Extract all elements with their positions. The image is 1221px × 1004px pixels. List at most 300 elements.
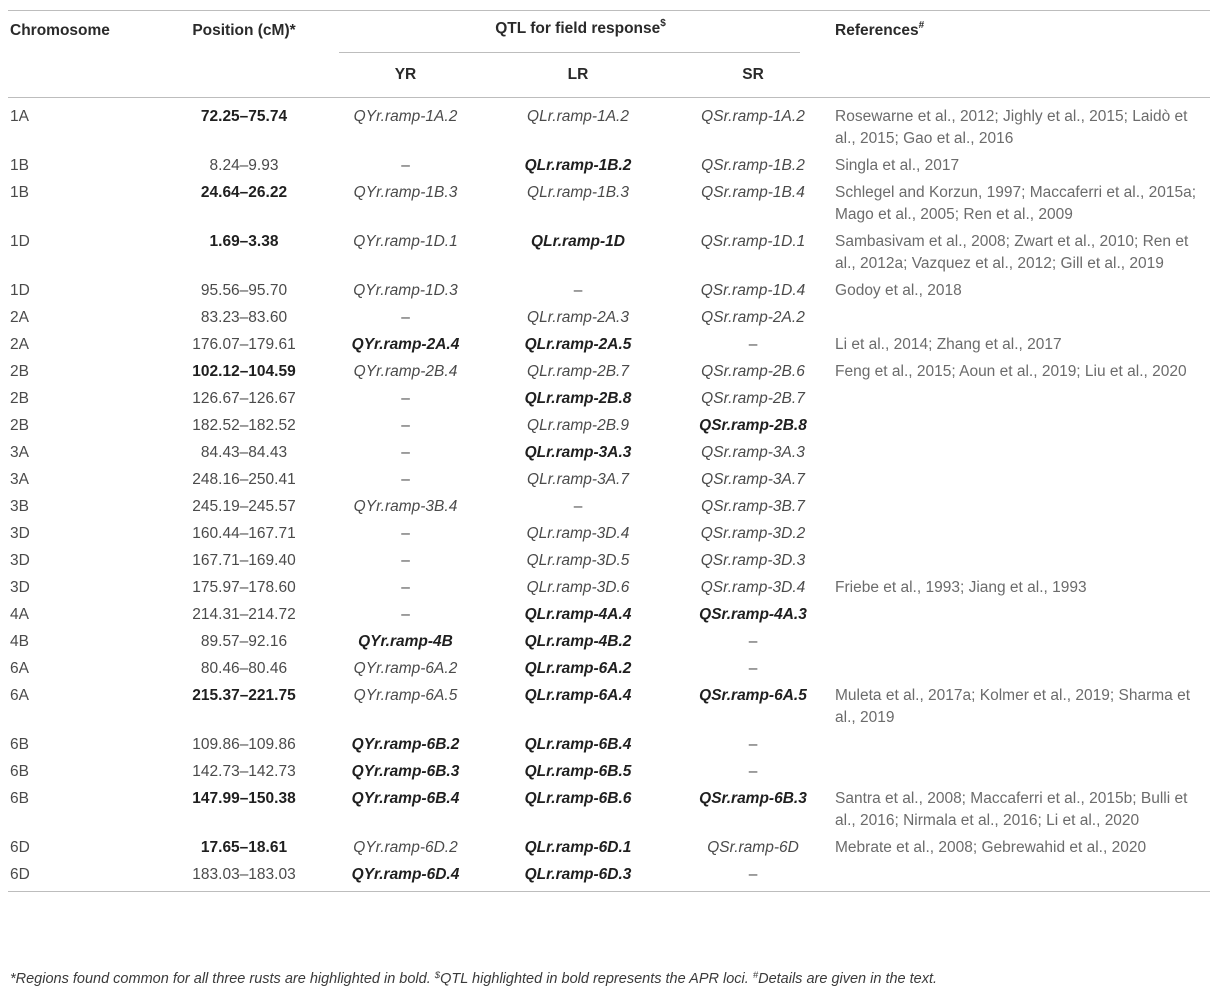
table-row [8,97,1210,151]
lr-qtl-cell-text: QLr.ramp-3D.6 [526,578,630,596]
position-cell [170,384,348,411]
sr-qtl-cell [693,757,813,784]
position-cell [170,465,348,492]
position-cell-text: 182.52–182.52 [192,416,296,434]
chromosome-cell-text: 3A [10,443,29,461]
references-cell [813,178,1210,227]
references-cell [813,654,1210,681]
yr-qtl-cell [348,627,463,654]
chromosome-cell [8,438,170,465]
sr-qtl-cell-text: QSr.ramp-1B.4 [701,183,805,201]
chromosome-cell-text: 4A [10,605,29,623]
table-row [8,730,1210,757]
sr-qtl-cell-text: QSr.ramp-3D.4 [700,578,806,596]
lr-qtl-cell-text: QLr.ramp-2A.5 [524,335,632,353]
header-sr: SR [693,54,813,98]
position-cell [170,546,348,573]
chromosome-cell-text: 3B [10,497,29,515]
lr-qtl-cell-text: QLr.ramp-4B.2 [524,632,632,650]
yr-qtl-cell [348,227,463,276]
yr-qtl-cell-text: QYr.ramp-6B.4 [351,789,460,807]
yr-qtl-cell [348,573,463,600]
sr-qtl-cell [693,357,813,384]
table-row [8,833,1210,860]
position-cell [170,97,348,151]
table-row [8,654,1210,681]
references-cell [813,757,1210,784]
references-cell [813,227,1210,276]
table-row [8,784,1210,833]
position-cell [170,600,348,627]
lr-qtl-cell-text: QLr.ramp-1B.2 [524,156,632,174]
sr-qtl-cell [693,330,813,357]
position-cell-text: 245.19–245.57 [192,497,296,515]
chromosome-cell-text: 3D [10,524,30,542]
lr-qtl-cell-text: QLr.ramp-2B.9 [527,416,629,434]
yr-qtl-cell [348,411,463,438]
table-row [8,276,1210,303]
table-row [8,384,1210,411]
references-cell [813,681,1210,730]
references-cell [813,357,1210,384]
position-cell-text: 24.64–26.22 [200,183,288,201]
sr-qtl-cell-text: – [748,735,758,753]
lr-qtl-cell [463,600,693,627]
position-cell-text: 8.24–9.93 [209,156,279,174]
yr-qtl-cell-text: QYr.ramp-6A.5 [353,686,458,704]
position-cell-text: 80.46–80.46 [200,659,288,677]
header-lr: LR [463,54,693,98]
lr-qtl-cell-text: QLr.ramp-1D [531,232,625,250]
sr-qtl-cell [693,178,813,227]
position-cell-text: 214.31–214.72 [192,605,296,623]
references-cell-text: Rosewarne et al., 2012; Jighly et al., 2015; Laidò et al., 2015; Gao et al., 2016 [835,107,1188,147]
yr-qtl-cell [348,330,463,357]
chromosome-cell-text: 2B [10,389,29,407]
lr-qtl-cell-text: QLr.ramp-4A.4 [524,605,632,623]
sr-qtl-cell [693,546,813,573]
table-row [8,357,1210,384]
table-row [8,411,1210,438]
yr-qtl-cell-text: QYr.ramp-3B.4 [353,497,458,515]
header-yr: YR [348,54,463,98]
yr-qtl-cell [348,546,463,573]
lr-qtl-cell-text: QLr.ramp-3A.7 [527,470,629,488]
sr-qtl-cell-text: – [748,659,758,677]
sr-qtl-cell [693,600,813,627]
chromosome-cell [8,411,170,438]
sr-qtl-cell-text: – [748,762,758,780]
sr-qtl-cell [693,627,813,654]
position-cell-text: 147.99–150.38 [192,789,296,807]
references-cell-text: Muleta et al., 2017a; Kolmer et al., 2019; Sharma et al., 2019 [835,686,1190,726]
references-cell [813,438,1210,465]
lr-qtl-cell [463,546,693,573]
sr-qtl-cell-text: – [748,632,758,650]
chromosome-cell-text: 2B [10,362,29,380]
yr-qtl-cell-text: QYr.ramp-6D.2 [353,838,458,856]
table-row [8,627,1210,654]
references-cell [813,833,1210,860]
lr-qtl-cell [463,227,693,276]
sr-qtl-cell-text: QSr.ramp-4A.3 [699,605,807,623]
yr-qtl-cell [348,784,463,833]
position-cell-text: 176.07–179.61 [192,335,296,353]
chromosome-cell [8,546,170,573]
sr-qtl-cell [693,573,813,600]
chromosome-cell [8,357,170,384]
sr-qtl-cell-text: QSr.ramp-3D.2 [700,524,806,542]
sr-qtl-cell-text: QSr.ramp-3A.7 [701,470,805,488]
lr-qtl-cell [463,97,693,151]
position-cell-text: 17.65–18.61 [200,838,288,856]
yr-qtl-cell-text: – [401,551,410,569]
table-row [8,438,1210,465]
table-header [8,11,1210,98]
position-cell [170,627,348,654]
yr-qtl-cell-text: QYr.ramp-2B.4 [353,362,458,380]
chromosome-cell-text: 6B [10,762,29,780]
chromosome-cell-text: 3D [10,551,30,569]
position-cell [170,227,348,276]
lr-qtl-cell-text: QLr.ramp-6A.4 [524,686,632,704]
references-cell [813,730,1210,757]
chromosome-cell-text: 6A [10,659,29,677]
references-cell [813,573,1210,600]
yr-qtl-cell [348,730,463,757]
header-qtl: QTL for field response$ [348,11,813,54]
yr-qtl-cell-text: – [401,470,410,488]
yr-qtl-cell-text: – [401,389,410,407]
position-cell-text: 215.37–221.75 [192,686,296,704]
position-cell-text: 109.86–109.86 [192,735,296,753]
position-cell [170,833,348,860]
chromosome-cell [8,654,170,681]
yr-qtl-cell-text: QYr.ramp-1A.2 [353,107,458,125]
lr-qtl-cell-text: QLr.ramp-3A.3 [524,443,632,461]
sr-qtl-cell [693,276,813,303]
position-cell-text: 248.16–250.41 [192,470,296,488]
sr-qtl-cell [693,411,813,438]
lr-qtl-cell-text: QLr.ramp-3D.4 [526,524,630,542]
table-footnote: *Regions found common for all three rusts are highlighted in bold. $QTL highlighted in bold represents the APR loci. #Details are given in the text. [10,970,938,987]
yr-qtl-cell-text: – [401,308,410,326]
yr-qtl-cell [348,519,463,546]
position-cell [170,151,348,178]
sr-qtl-cell-text: QSr.ramp-1B.2 [701,156,805,174]
references-cell [813,627,1210,654]
lr-qtl-cell-text: QLr.ramp-6B.4 [524,735,632,753]
chromosome-cell-text: 2B [10,416,29,434]
lr-qtl-cell-text: QLr.ramp-2B.8 [524,389,632,407]
chromosome-cell [8,276,170,303]
references-cell-text: Mebrate et al., 2008; Gebrewahid et al., 2020 [835,838,1147,856]
lr-qtl-cell-text: QLr.ramp-1A.2 [527,107,629,125]
references-cell [813,330,1210,357]
chromosome-cell [8,519,170,546]
position-cell-text: 72.25–75.74 [200,107,288,125]
chromosome-cell [8,330,170,357]
references-cell-text: Singla et al., 2017 [835,156,960,174]
sr-qtl-cell [693,465,813,492]
chromosome-cell [8,860,170,892]
position-cell-text: 83.23–83.60 [200,308,288,326]
sr-qtl-cell-text: QSr.ramp-6A.5 [699,686,807,704]
references-cell [813,465,1210,492]
sr-qtl-cell [693,730,813,757]
chromosome-cell-text: 3A [10,470,29,488]
references-cell [813,384,1210,411]
position-cell [170,519,348,546]
references-cell [813,600,1210,627]
table-row [8,178,1210,227]
position-cell [170,784,348,833]
yr-qtl-cell [348,492,463,519]
lr-qtl-cell [463,681,693,730]
chromosome-cell [8,757,170,784]
position-cell [170,357,348,384]
sr-qtl-cell [693,97,813,151]
lr-qtl-cell [463,178,693,227]
chromosome-cell-text: 1B [10,156,29,174]
position-cell-text: 167.71–169.40 [192,551,296,569]
lr-qtl-cell [463,833,693,860]
sr-qtl-cell [693,303,813,330]
yr-qtl-cell-text: QYr.ramp-6B.3 [351,762,460,780]
sr-qtl-cell-text: QSr.ramp-3B.7 [701,497,805,515]
yr-qtl-cell-text: – [401,578,410,596]
references-cell [813,411,1210,438]
lr-qtl-cell-text: QLr.ramp-6A.2 [524,659,632,677]
yr-qtl-cell [348,681,463,730]
sr-qtl-cell-text: QSr.ramp-6B.3 [699,789,807,807]
references-cell-text: Li et al., 2014; Zhang et al., 2017 [835,335,1062,353]
references-cell-text: Santra et al., 2008; Maccaferri et al., 2015b; Bulli et al., 2016; Nirmala et al., 2016; Li et al., 2020 [835,789,1188,829]
table-row [8,600,1210,627]
chromosome-cell [8,151,170,178]
table-row [8,465,1210,492]
references-cell-text: Sambasivam et al., 2008; Zwart et al., 2010; Ren et al., 2012a; Vazquez et al., 2012; Gill et al., 2019 [835,232,1189,272]
table-row [8,151,1210,178]
lr-qtl-cell-text: QLr.ramp-3D.5 [526,551,630,569]
sr-qtl-cell-text: QSr.ramp-2A.2 [701,308,805,326]
position-cell-text: 175.97–178.60 [192,578,296,596]
sr-qtl-cell [693,519,813,546]
yr-qtl-cell-text: – [401,156,410,174]
position-cell [170,860,348,892]
lr-qtl-cell [463,438,693,465]
sr-qtl-cell-text: QSr.ramp-1A.2 [701,107,805,125]
table-row [8,492,1210,519]
table-row [8,330,1210,357]
references-cell [813,97,1210,151]
yr-qtl-cell-text: – [401,443,410,461]
chromosome-cell [8,730,170,757]
sr-qtl-cell [693,492,813,519]
lr-qtl-cell-text: QLr.ramp-6B.5 [524,762,632,780]
chromosome-cell [8,303,170,330]
table-row [8,681,1210,730]
header-position: Position (cM)* [170,11,348,98]
yr-qtl-cell [348,438,463,465]
lr-qtl-cell-text: – [573,497,583,515]
references-cell-text: Friebe et al., 1993; Jiang et al., 1993 [835,578,1087,596]
yr-qtl-cell [348,833,463,860]
references-cell-text: Godoy et al., 2018 [835,281,962,299]
lr-qtl-cell [463,627,693,654]
chromosome-cell [8,573,170,600]
table-row [8,757,1210,784]
sr-qtl-cell [693,784,813,833]
references-cell [813,276,1210,303]
position-cell [170,681,348,730]
table-row [8,573,1210,600]
chromosome-cell-text: 6B [10,789,29,807]
yr-qtl-cell [348,600,463,627]
position-cell [170,411,348,438]
chromosome-cell-text: 6A [10,686,29,704]
qtl-header-rule [339,52,800,53]
lr-qtl-cell-text: QLr.ramp-2B.7 [527,362,629,380]
yr-qtl-cell [348,860,463,892]
yr-qtl-cell-text: QYr.ramp-1D.3 [353,281,458,299]
position-cell-text: 160.44–167.71 [192,524,296,542]
chromosome-cell [8,681,170,730]
yr-qtl-cell [348,303,463,330]
position-cell-text: 126.67–126.67 [192,389,296,407]
chromosome-cell [8,384,170,411]
chromosome-cell [8,784,170,833]
chromosome-cell [8,492,170,519]
lr-qtl-cell-text: – [573,281,583,299]
sr-qtl-cell-text: QSr.ramp-2B.8 [699,416,807,434]
chromosome-cell-text: 3D [10,578,30,596]
yr-qtl-cell-text: – [401,416,410,434]
chromosome-cell-text: 1D [10,232,30,250]
sr-qtl-cell [693,833,813,860]
yr-qtl-cell [348,757,463,784]
position-cell-text: 95.56–95.70 [200,281,288,299]
position-cell-text: 102.12–104.59 [192,362,296,380]
yr-qtl-cell-text: QYr.ramp-6D.4 [351,865,460,883]
lr-qtl-cell-text: QLr.ramp-1B.3 [527,183,629,201]
position-cell-text: 89.57–92.16 [200,632,288,650]
sr-qtl-cell [693,384,813,411]
table-row [8,519,1210,546]
yr-qtl-cell-text: QYr.ramp-1D.1 [353,232,458,250]
lr-qtl-cell [463,654,693,681]
lr-qtl-cell [463,730,693,757]
references-cell [813,784,1210,833]
lr-qtl-cell [463,757,693,784]
sr-qtl-cell [693,860,813,892]
references-cell [813,519,1210,546]
chromosome-cell-text: 6D [10,865,30,883]
references-cell-text: Schlegel and Korzun, 1997; Maccaferri et al., 2015a; Mago et al., 2005; Ren et al., 2009 [835,183,1197,223]
references-cell-text: Feng et al., 2015; Aoun et al., 2019; Liu et al., 2020 [835,362,1187,380]
chromosome-cell [8,465,170,492]
lr-qtl-cell [463,784,693,833]
position-cell [170,654,348,681]
position-cell [170,492,348,519]
lr-qtl-cell [463,860,693,892]
references-cell [813,492,1210,519]
lr-qtl-cell [463,330,693,357]
yr-qtl-cell-text: – [401,605,410,623]
sr-qtl-cell-text: – [748,865,758,883]
references-cell [813,546,1210,573]
position-cell [170,330,348,357]
position-cell [170,178,348,227]
lr-qtl-cell-text: QLr.ramp-6B.6 [524,789,632,807]
chromosome-cell [8,600,170,627]
yr-qtl-cell-text: QYr.ramp-4B [358,632,453,650]
header-chromosome: Chromosome [8,11,170,98]
lr-qtl-cell [463,303,693,330]
qtl-table [8,10,1210,892]
sr-qtl-cell-text: QSr.ramp-2B.6 [701,362,805,380]
chromosome-cell-text: 2A [10,308,29,326]
sr-qtl-cell [693,438,813,465]
position-cell [170,438,348,465]
lr-qtl-cell [463,465,693,492]
sr-qtl-cell [693,227,813,276]
chromosome-cell-text: 6B [10,735,29,753]
chromosome-cell-text: 1D [10,281,30,299]
references-cell [813,151,1210,178]
yr-qtl-cell [348,97,463,151]
lr-qtl-cell [463,411,693,438]
chromosome-cell [8,833,170,860]
sr-qtl-cell-text: QSr.ramp-1D.4 [700,281,806,299]
header-references: References# [813,11,1210,98]
yr-qtl-cell [348,178,463,227]
lr-qtl-cell [463,276,693,303]
yr-qtl-cell-text: QYr.ramp-1B.3 [353,183,458,201]
yr-qtl-cell-text: QYr.ramp-6B.2 [351,735,460,753]
chromosome-cell [8,178,170,227]
yr-qtl-cell-text: QYr.ramp-2A.4 [351,335,460,353]
chromosome-cell [8,97,170,151]
chromosome-cell-text: 1A [10,107,29,125]
lr-qtl-cell [463,357,693,384]
table-row [8,546,1210,573]
yr-qtl-cell [348,384,463,411]
position-cell [170,573,348,600]
chromosome-cell [8,627,170,654]
chromosome-cell-text: 1B [10,183,29,201]
sr-qtl-cell-text: QSr.ramp-3D.3 [700,551,806,569]
position-cell [170,276,348,303]
position-cell-text: 142.73–142.73 [192,762,296,780]
position-cell-text: 1.69–3.38 [209,232,279,250]
position-cell-text: 84.43–84.43 [200,443,288,461]
sr-qtl-cell [693,151,813,178]
sr-qtl-cell [693,681,813,730]
chromosome-cell [8,227,170,276]
table-row [8,860,1210,892]
yr-qtl-cell [348,151,463,178]
sr-qtl-cell [693,654,813,681]
position-cell [170,730,348,757]
references-cell [813,860,1210,892]
yr-qtl-cell [348,276,463,303]
lr-qtl-cell [463,519,693,546]
table-body [8,97,1210,891]
position-cell [170,757,348,784]
sr-qtl-cell-text: QSr.ramp-2B.7 [701,389,805,407]
table-row [8,227,1210,276]
